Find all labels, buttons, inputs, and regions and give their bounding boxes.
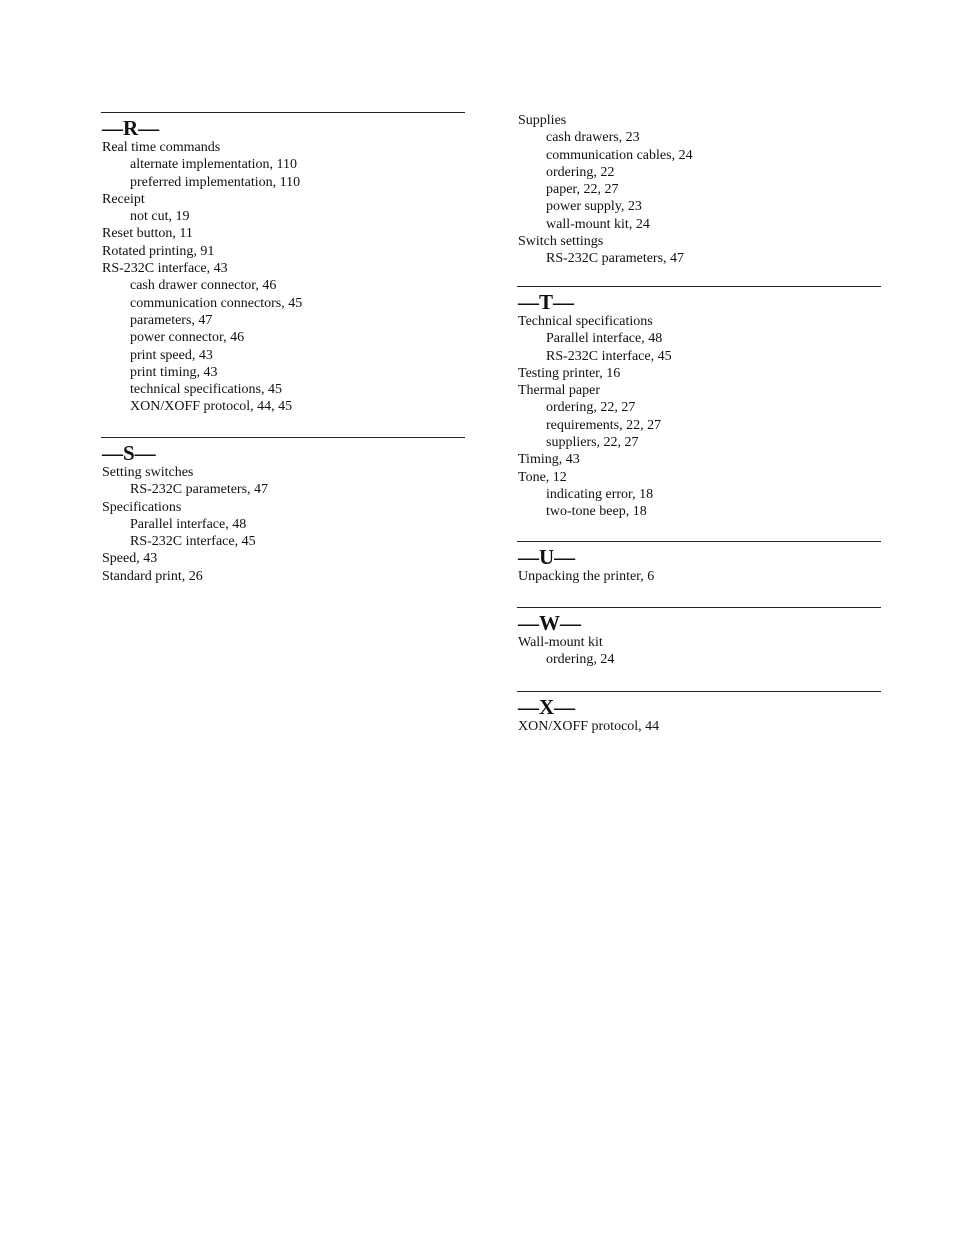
index-subentry: RS-232C interface, 45 (130, 534, 256, 550)
index-section-r (101, 112, 465, 416)
index-subentry: wall-mount kit, 24 (546, 216, 650, 232)
index-subentry: not cut, 19 (130, 209, 190, 225)
index-entry: Switch settings (518, 234, 604, 250)
index-entry: Unpacking the printer, 6 (518, 569, 655, 584)
index-subentry: parameters, 47 (130, 312, 213, 328)
section-letter-heading: —X— (518, 695, 576, 719)
index-subentry: power supply, 23 (546, 199, 642, 215)
index-entry: Rotated printing, 91 (102, 243, 215, 259)
index-subentry: RS-232C parameters, 47 (546, 251, 685, 267)
index-section-continued (517, 112, 881, 268)
index-entry: Timing, 43 (518, 452, 580, 468)
index-subentry: suppliers, 22, 27 (546, 435, 639, 451)
index-subentry: cash drawers, 23 (546, 130, 640, 146)
index-section-u (517, 541, 881, 585)
index-subentry: communication cables, 24 (546, 147, 693, 163)
index-subentry: XON/XOFF protocol, 44, 45 (130, 399, 293, 415)
index-entry: Real time commands (102, 140, 221, 155)
index-entry: Reset button, 11 (102, 226, 193, 242)
index-subentry: print timing, 43 (130, 364, 218, 380)
index-subentry: requirements, 22, 27 (546, 417, 662, 433)
index-subentry: cash drawer connector, 46 (130, 278, 277, 294)
index-entry: Technical specifications (518, 314, 653, 329)
index-subentry: communication connectors, 45 (130, 295, 303, 311)
index-entry: RS-232C interface, 43 (102, 261, 228, 277)
index-subentry: RS-232C interface, 45 (546, 348, 672, 364)
index-subentry: print speed, 43 (130, 347, 213, 363)
index-entry: Standard print, 26 (102, 568, 203, 584)
index-section-t (517, 286, 881, 521)
index-subentry: indicating error, 18 (546, 486, 654, 502)
index-entry: Thermal paper (518, 383, 601, 399)
index-subentry: Parallel interface, 48 (130, 516, 247, 532)
index-entry: Wall-mount kit (518, 635, 603, 650)
index-entry: Testing printer, 16 (518, 365, 621, 381)
index-subentry: ordering, 22 (546, 164, 615, 180)
index-subentry: preferred implementation, 110 (130, 174, 301, 190)
index-subentry: alternate implementation, 110 (130, 157, 298, 173)
index-subentry: Parallel interface, 48 (546, 331, 663, 347)
index-subentry: RS-232C parameters, 47 (130, 482, 269, 498)
section-letter-heading: —S— (102, 441, 156, 465)
section-letter-heading: —R— (102, 116, 160, 140)
index-subentry: technical specifications, 45 (130, 382, 282, 398)
index-entry: Tone, 12 (518, 469, 567, 485)
index-entry: Speed, 43 (102, 551, 158, 567)
index-subentry: ordering, 24 (546, 652, 615, 668)
section-letter-heading: —T— (518, 290, 575, 314)
index-subentry: power connector, 46 (130, 330, 245, 346)
index-entry: Supplies (518, 113, 567, 128)
index-section-x (517, 691, 881, 735)
section-letter-heading: —W— (518, 611, 581, 635)
index-subentry: ordering, 22, 27 (546, 400, 636, 416)
index-entry: XON/XOFF protocol, 44 (518, 719, 660, 734)
index-section-w (517, 607, 881, 669)
index-entry: Specifications (102, 499, 182, 515)
index-subentry: two-tone beep, 18 (546, 504, 647, 520)
index-section-s (101, 437, 465, 585)
section-letter-heading: —U— (518, 545, 576, 569)
index-entry: Receipt (102, 191, 145, 207)
index-entry: Setting switches (102, 465, 194, 480)
index-subentry: paper, 22, 27 (546, 182, 619, 198)
